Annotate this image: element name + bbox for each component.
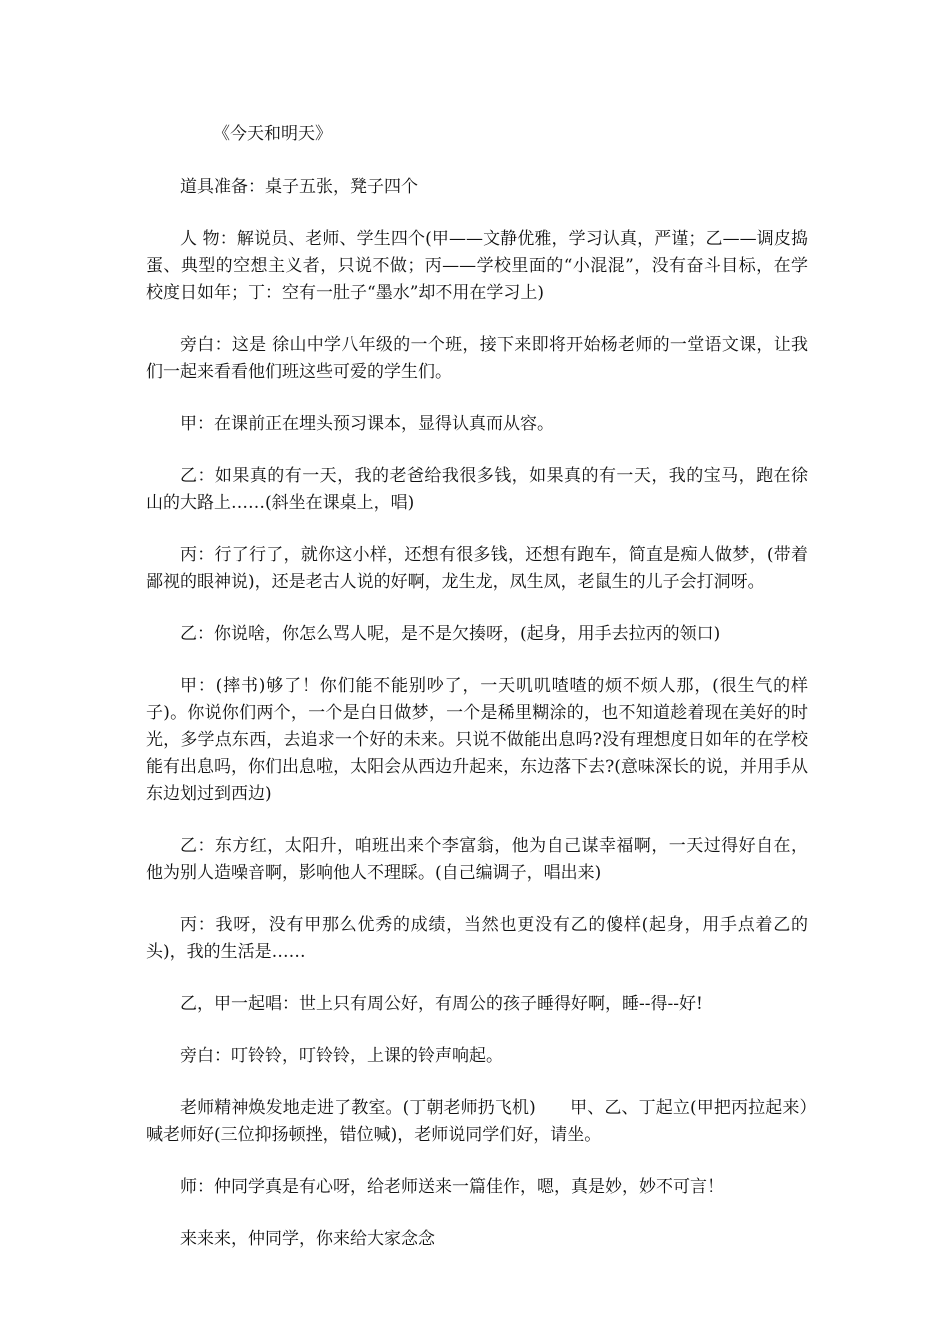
paragraph-bing-2: 丙：我呀，没有甲那么优秀的成绩，当然也更没有乙的傻样(起身，用手点着乙的头)，我的生活是……	[146, 915, 808, 962]
paragraph-teacher-enters: 老师精神焕发地走进了教室。(丁朝老师扔飞机) 甲、乙、丁起立(甲把丙拉起来）喊老师好(三位抑扬顿挫，错位喊)，老师说同学们好，请坐。	[146, 1098, 808, 1145]
paragraph-jia-1: 甲：在课前正在埋头预习课本，显得认真而从容。	[180, 414, 554, 434]
document-body	[146, 120, 808, 1253]
paragraph-narration-intro: 旁白：这是 徐山中学八年级的一个班，接下来即将开始杨老师的一堂语文课，让我们一起来看看他们班这些可爱的学生们。	[146, 335, 808, 382]
paragraph-yi-1: 乙：如果真的有一天，我的老爸给我很多钱，如果真的有一天，我的宝马，跑在徐山的大路上……(斜坐在课桌上，唱)	[146, 466, 808, 513]
paragraph-duet: 乙，甲一起唱：世上只有周公好，有周公的孩子睡得好啊，睡--得--好!	[180, 994, 703, 1014]
paragraph-yi-3: 乙：东方红，太阳升，咱班出来个李富翁，他为自己谋幸福啊，一天过得好自在，他为别人造噪音啊，影响他人不理睬。(自己编调子，唱出来)	[146, 836, 808, 883]
paragraph-bing-1: 丙：行了行了，就你这小样，还想有很多钱，还想有跑车，简直是痴人做梦，(带着鄙视的眼神说)，还是老古人说的好啊，龙生龙，凤生凤，老鼠生的儿子会打洞呀。	[146, 545, 808, 592]
paragraph-characters: 人 物：解说员、老师、学生四个(甲——文静优雅，学习认真，严谨；乙——调皮捣蛋、典型的空想主义者，只说不做；丙——学校里面的“小混混”，没有奋斗目标，在学校度日如年；丁：空有一肚子“墨水”却不用在学习上)	[146, 229, 808, 303]
paragraph-yi-2: 乙：你说啥，你怎么骂人呢，是不是欠揍呀，(起身，用手去拉丙的领口)	[180, 624, 721, 644]
paragraph-props: 道具准备：桌子五张，凳子四个	[180, 177, 418, 197]
paragraph-teacher-1: 师：仲同学真是有心呀，给老师送来一篇佳作，嗯，真是妙，妙不可言！	[180, 1177, 724, 1197]
paragraph-jia-2: 甲：(摔书)够了！你们能不能别吵了，一天叽叽喳喳的烦不烦人那，(很生气的样子)。你说你们两个，一个是白日做梦，一个是稀里糊涂的，也不知道趁着现在美好的时光，多学点东西，去追求一个好的未来。只说不做能出息吗?没有理想度日如年的在学校能有出息吗，你们出息啦，太阳会从西边升起来，东边落下去?(意味深长的说，并用手从东边划过到西边)	[146, 676, 808, 804]
document-title: 《今天和明天》	[213, 124, 332, 144]
paragraph-teacher-2: 来来来，仲同学，你来给大家念念	[180, 1229, 435, 1249]
paragraph-narration-bell: 旁白：叮铃铃，叮铃铃，上课的铃声响起。	[180, 1046, 503, 1066]
